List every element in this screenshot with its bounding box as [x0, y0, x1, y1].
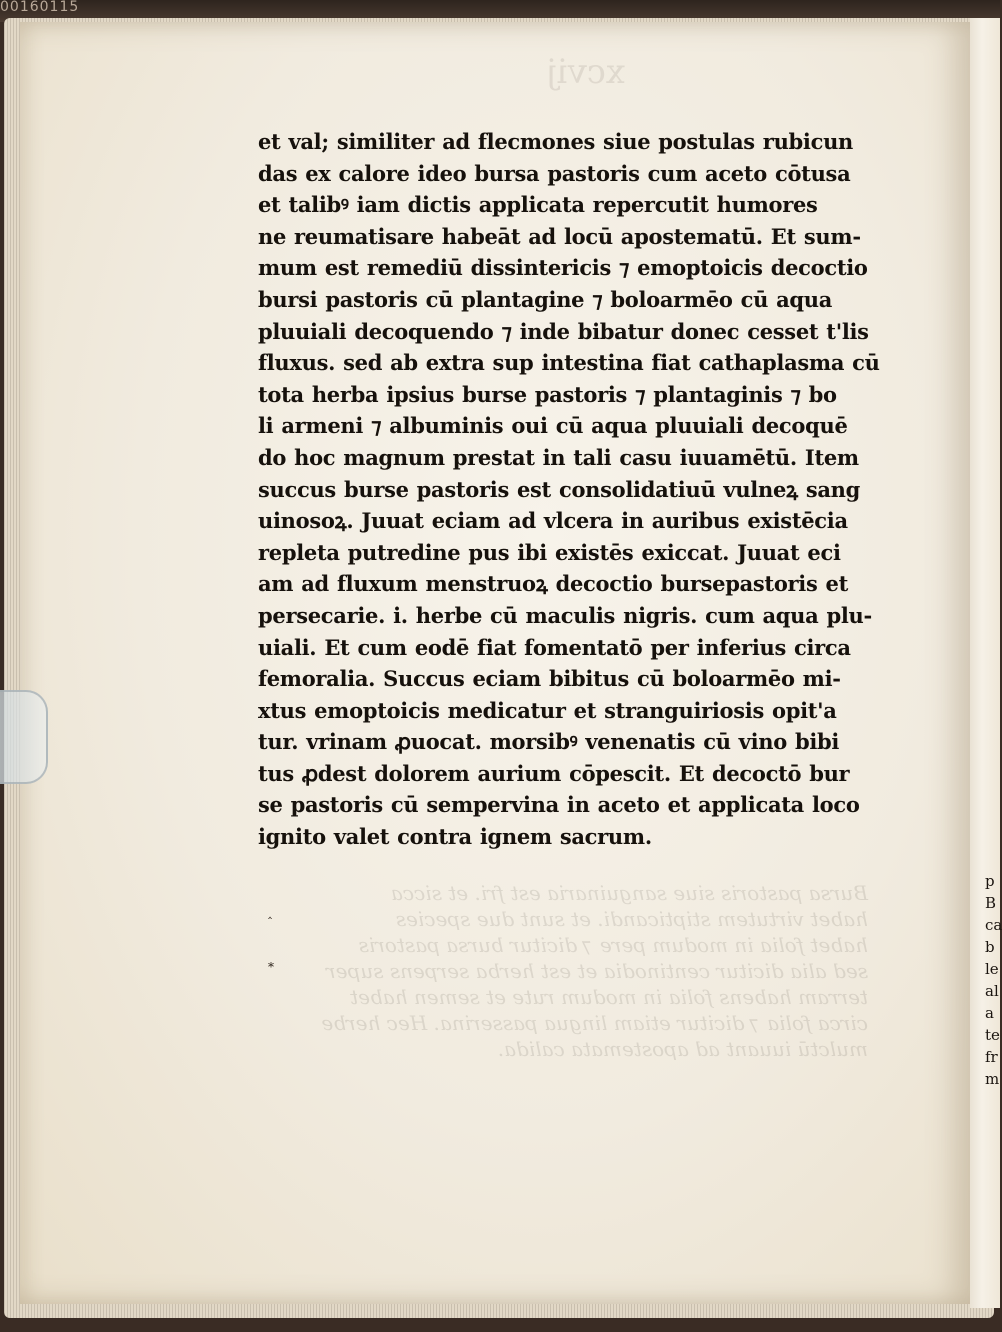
- adjacent-page-edge: [985, 870, 1000, 1230]
- text-line: ignito valet contra ignem sacrum.: [258, 824, 652, 850]
- text-line: xtus emoptoicis medicatur et stranguiriosis opit'a: [258, 697, 837, 723]
- text-line: uiali. Et cum eodē fiat fomentatō per inferius circa: [258, 634, 851, 660]
- adjacent-letter: b: [985, 938, 995, 956]
- adjacent-letter: a: [985, 1004, 994, 1022]
- text-line: am ad fluxum menstruoꝝ decoctio bursepastoris et: [258, 571, 848, 597]
- scan-id-label: 00160115: [0, 0, 80, 15]
- text-block: [258, 126, 878, 853]
- text-line: pluuiali decoquendo ⁊ inde bibatur donec cesset t'lis: [258, 318, 869, 344]
- text-line: femoralia. Succus eciam bibitus cū boloarmēo mi-: [258, 666, 841, 692]
- text-line: succus burse pastoris est consolidatiuū vulneꝝ sang: [258, 476, 861, 502]
- text-line: tur. vrinam ꝓuocat. morsibꝰ venenatis cū vino bibi: [258, 729, 840, 755]
- text-line: do hoc magnum prestat in tali casu iuuamētū. Item: [258, 444, 859, 470]
- ink-mark: *: [268, 960, 274, 974]
- text-line: et talibꝰ iam dictis applicata repercutit humores: [258, 192, 818, 218]
- adjacent-letter: m: [985, 1070, 1000, 1088]
- text-line: fluxus. sed ab extra sup intestina fiat cathaplasma cū: [258, 350, 880, 376]
- text-line: se pastoris cū sempervina in aceto et applicata loco: [258, 792, 860, 818]
- text-line: tus ꝓdest dolorem aurium cōpescit. Et decoctō bur: [258, 760, 850, 786]
- text-line: mum est remediū dissintericis ⁊ emoptoicis decoctio: [258, 255, 868, 281]
- text-line: ne reumatisare habeāt ad locū apostematū. Et sum-: [258, 223, 861, 249]
- text-line: persecarie. i. herbe cū maculis nigris. cum aqua plu-: [258, 602, 872, 628]
- page-clip: [0, 690, 48, 784]
- bleedthrough-text: Bursa pastoris siue sanguinaria est fri. et sicca habet virtutem stipticandi. et sunt due species habet folia in modum pere ⁊ dicitur bursa pastoris sed alia dicitur centinodia et est herba serpens super terram habens folia in modum rute et semen habet circa folia ⁊ dicitur etiam lingua passerina. Hec herbe mulctū iuuant ad apostemata calida.: [321, 881, 868, 1061]
- text-line: uinosoꝝ. Juuat eciam ad vlcera in auribus existēcia: [258, 508, 848, 534]
- bleedthrough-heading: xcvij: [546, 52, 625, 92]
- adjacent-letter: fr: [985, 1048, 998, 1066]
- text-line: bursi pastoris cū plantagine ⁊ boloarmēo cū aqua: [258, 286, 833, 312]
- adjacent-letter: te: [985, 1026, 1000, 1044]
- margin-marks: [268, 905, 288, 975]
- text-line: das ex calore ideo bursa pastoris cum aceto cōtusa: [258, 160, 851, 186]
- adjacent-letter: al: [985, 982, 999, 1000]
- text-line: li armeni ⁊ albuminis oui cū aqua pluuiali decoquē: [258, 413, 848, 439]
- text-line: et val; similiter ad flecmones siue postulas rubicun: [258, 129, 854, 154]
- ink-mark: ‸: [268, 905, 273, 919]
- adjacent-letter: p: [985, 872, 995, 890]
- text-line: repleta putredine pus ibi existēs exiccat. Juuat eci: [258, 539, 841, 565]
- adjacent-letter: B: [985, 894, 997, 912]
- adjacent-letter: ca: [985, 916, 1002, 934]
- adjacent-letter: le: [985, 960, 999, 978]
- text-line: tota herba ipsius burse pastoris ⁊ plantaginis ⁊ bo: [258, 381, 837, 407]
